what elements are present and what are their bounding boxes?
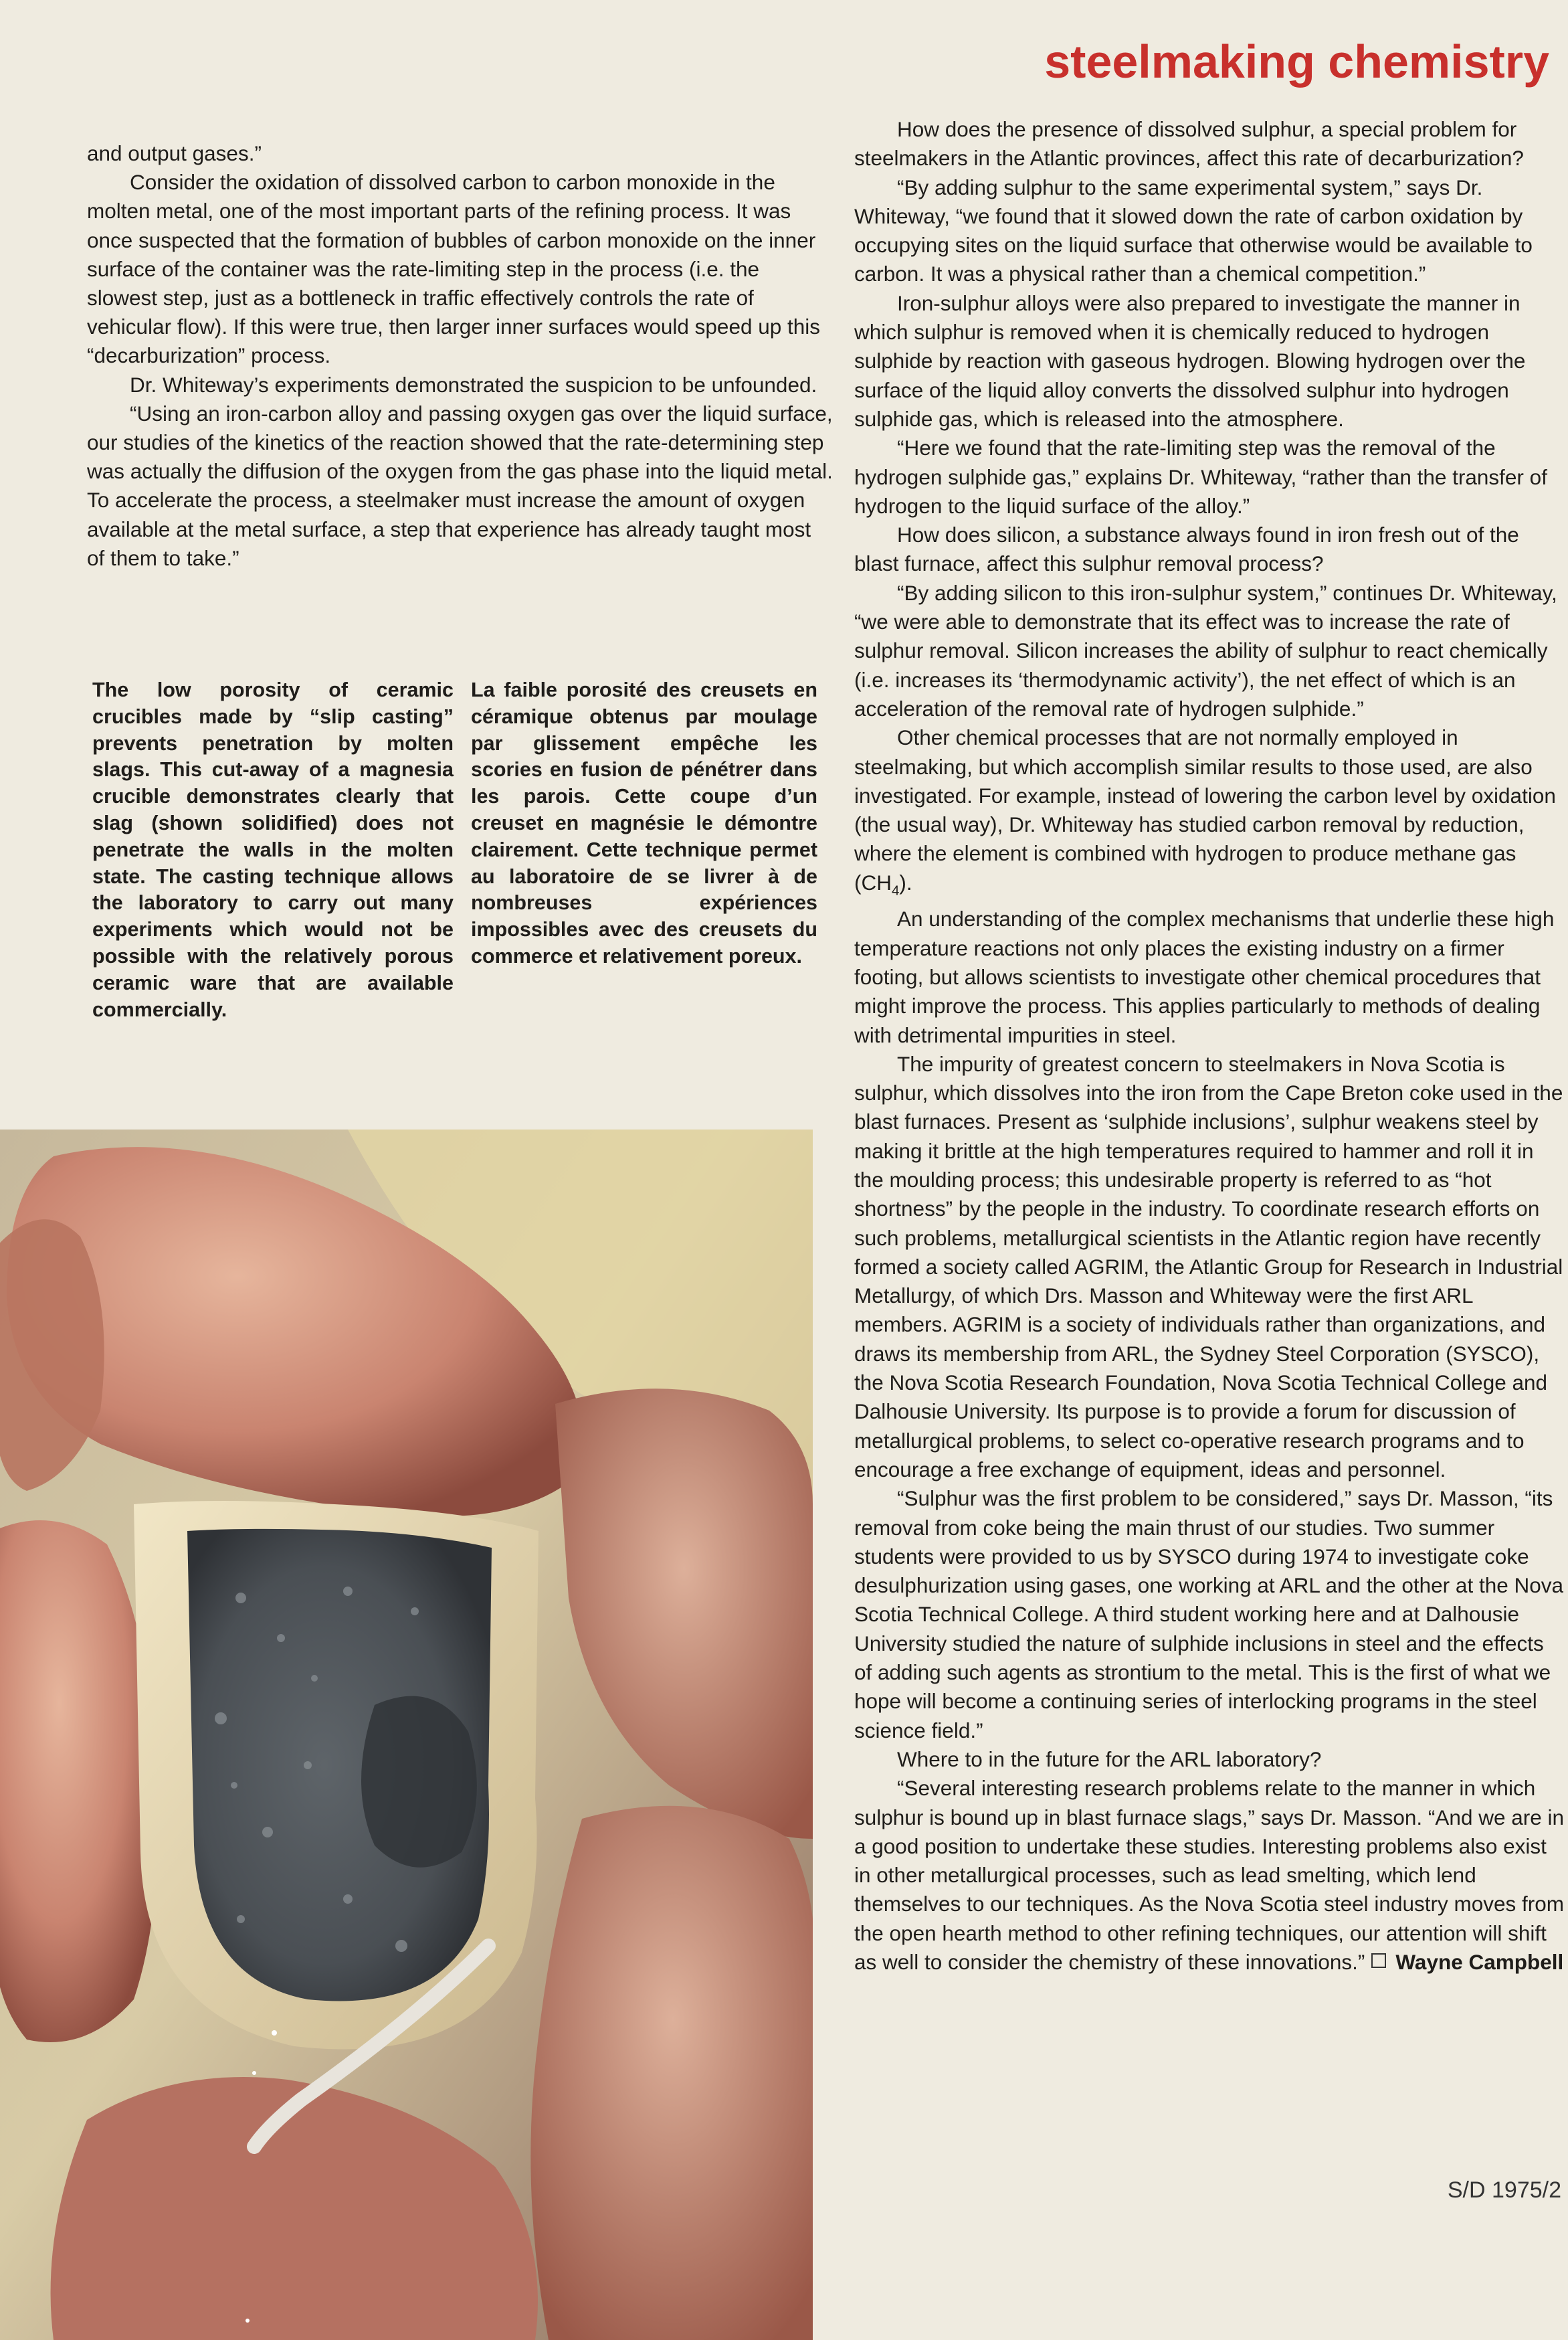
article-column-right <box>854 115 1565 1977</box>
methane-subscript: 4 <box>892 883 900 899</box>
author-byline: Wayne Campbell <box>1395 1950 1564 1974</box>
photo-caption-english: The low porosity of ceramic crucibles made by “slip casting” prevents penetration by molten slags. This cut-away of a magnesia crucible demonstrates clearly that slag (shown solidified) does not penetrate the walls in the molten state. The casting technique allows the laboratory to carry out many experiments which would not be possible with the relatively porous ceramic ware that are available commercially. <box>92 679 454 1021</box>
paragraph: and output gases.” <box>87 141 262 165</box>
paragraph: An understanding of the complex mechanisms that underlie these high temperature reactions not only places the existing industry on a firmer footing, but allows scientists to investigate other chemical procedures that might improve the process. This applies particularly to methods of dealing with detrimental impurities in steel. <box>854 907 1555 1047</box>
paragraph: “Using an iron-carbon alloy and passing oxygen gas over the liquid surface, our studies of the kinetics of the reaction showed that the rate-determining step was actually the diffusion of the oxygen from the gas phase into the liquid metal. To accelerate the process, a steelmaker must increase the amount of oxygen available at the metal surface, a step that experience has already taught most of them to take.” <box>87 401 833 570</box>
paragraph: Iron-sulphur alloys were also prepared to investigate the manner in which sulphur is removed when it is chemically reduced to hydrogen sulphide by reaction with gaseous hydrogen. Blowing hydrogen over the surface of the liquid alloy converts the dissolved sulphur into hydrogen sulphide gas, which is released into the atmosphere. <box>854 290 1526 431</box>
paragraph: “Sulphur was the first problem to be considered,” says Dr. Masson, “its removal from coke being the main thrust of our studies. Two summer students were provided to us by SYSCO during 1974 to investigate coke desulphurization using gases, one working at ARL and the other at the Nova Scotia Technical College. A third student working here and at Dalhousie University studied the nature of sulphide inclusions in steel and the effects of adding such agents as strontium to the metal. This is the first of what we hope will become a continuing series of interlocking programs in the steel science field.” <box>854 1486 1564 1742</box>
paragraph <box>854 723 1565 905</box>
paragraph-text-end: ). <box>899 870 912 895</box>
section-title: steelmaking chemistry <box>1044 35 1549 88</box>
paragraph: Consider the oxidation of dissolved carbon to carbon monoxide in the molten metal, one of the most important parts of the refining process. It was once suspected that the formation of bubbles of carbon monoxide on the inner surface of the container was the rate-limiting step in the process (i.e. the slowest step, just as a bottleneck in traffic effectively controls the rate of vehicular flow). If this were true, then larger inner surfaces would speed up this “decarburization” process. <box>87 170 821 368</box>
paragraph: The impurity of greatest concern to steelmakers in Nova Scotia is sulphur, which dissolves into the iron from the Cape Breton coke used in the blast furnaces. Present as ‘sulphide inclusions’, sulphur weakens steel by making it brittle at the high temperatures required to hammer and roll it in the moulding process; this undesirable property is referred to as “hot shortness” by the people in the industry. To coordinate research efforts on such problems, metallurgical scientists in the Atlantic region have recently formed a society called AGRIM, the Atlantic Group for Research in Industrial Metallurgy, of which Drs. Masson and Whiteway were the first ARL members. AGRIM is a society of individuals rather than organizations, and draws its membership from ARL, the Sydney Steel Corporation (SYSCO), the Nova Scotia Research Foundation, Nova Scotia Technical College and Dalhousie University. Its purpose is to provide a forum for discussion of metallurgical problems, to select co-operative research programs and to encourage a free exchange of equipment, ideas and personnel. <box>854 1051 1563 1481</box>
paragraph: Where to in the future for the ARL laboratory? <box>897 1746 1322 1771</box>
page-folio: S/D 1975/2 <box>1447 2177 1561 2203</box>
paragraph: How does the presence of dissolved sulphur, a special problem for steelmakers in the Atlantic provinces, affect this rate of decarburization? <box>854 117 1524 171</box>
crucible-photo <box>0 1130 813 2340</box>
photo-caption-french: La faible porosité des creusets en céramique obtenus par moulage par glissement empêche les scories en fusion de pénétrer dans les parois. Cette coupe d’un creuset en magnésie le démontre clairement. Cette technique permet au laboratoire de se livrer à de nombreuses expériences impossibles avec des creusets du commerce et relativement poreux. <box>471 679 817 968</box>
end-mark-icon <box>1371 1953 1386 1968</box>
paragraph-text: Other chemical processes that are not normally employed in steelmaking, but which accomplish similar results to those used, are also investigated. For example, instead of lowering the carbon level by oxidation (the usual way), Dr. Whiteway has studied carbon removal by reduction, where the element is combined with hydrogen to produce methane gas (CH <box>854 725 1556 895</box>
article-column-left <box>87 139 833 573</box>
crucible-cutaway-image <box>0 1130 813 2340</box>
paragraph: How does silicon, a substance always found in iron fresh out of the blast furnace, affect this sulphur removal process? <box>854 523 1519 576</box>
paragraph: “By adding silicon to this iron-sulphur system,” continues Dr. Whiteway, “we were able to demonstrate that its effect was to increase the rate of sulphur removal. Silicon increases the ability of sulphur to react chemically (i.e. increases its ‘thermodynamic activity’), the net effect of which is an acceleration of the removal rate of hydrogen sulphide.” <box>854 580 1557 721</box>
paragraph: “Here we found that the rate-limiting step was the removal of the hydrogen sulphide gas,” explains Dr. Whiteway, “rather than the transfer of hydrogen to the liquid surface of the alloy.” <box>854 436 1547 518</box>
paragraph: Dr. Whiteway’s experiments demonstrated the suspicion to be unfounded. <box>130 372 817 397</box>
paragraph-text: “Several interesting research problems relate to the manner in which sulphur is bound up in blast furnace slags,” says Dr. Masson. “And we are in a good position to undertake these studies. Interesting problems also exist in other metallurgical processes, such as lead smelting, which lend themselves to our techniques. As the Nova Scotia steel industry moves from the open hearth method to other refining techniques, our attention will shift as well to consider the chemistry of these innovations.” <box>854 1776 1565 1974</box>
paragraph <box>854 1774 1565 1977</box>
paragraph: “By adding sulphur to the same experimental system,” says Dr. Whiteway, “we found that it slowed down the rate of carbon oxidation by occupying sites on the liquid surface that otherwise would be available to carbon. It was a physical rather than a chemical competition.” <box>854 175 1533 286</box>
